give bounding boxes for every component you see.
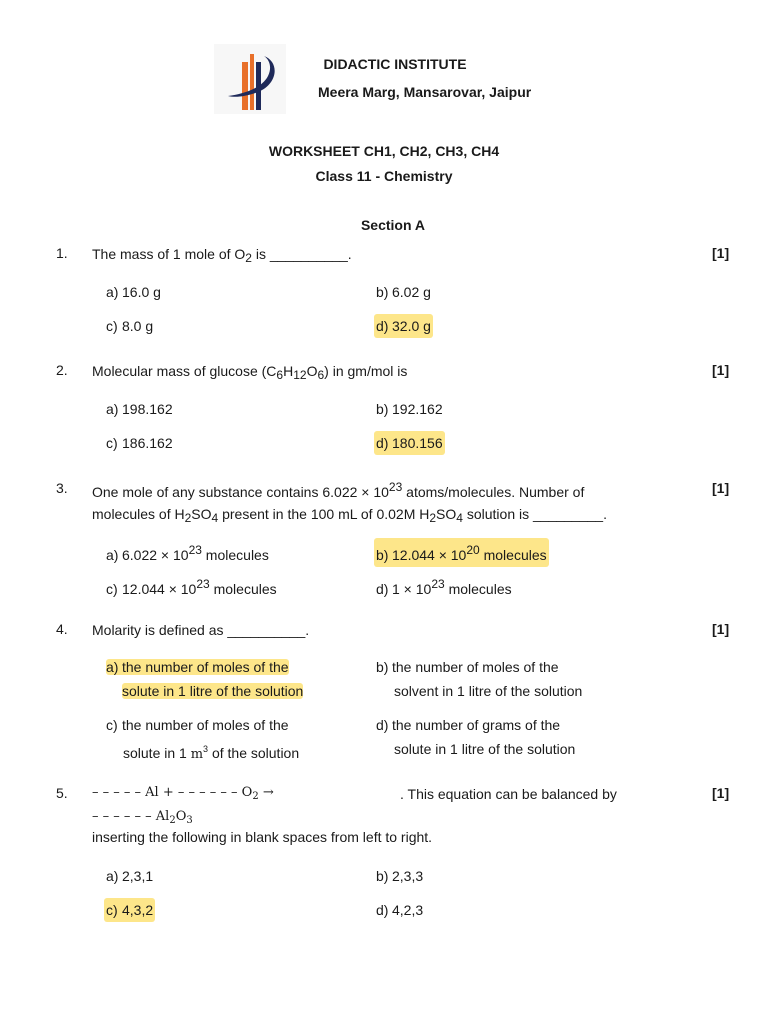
question-text: Molarity is defined as __________.	[92, 622, 310, 638]
question-text: . This equation can be balanced by	[400, 786, 617, 802]
institute-logo	[214, 44, 286, 114]
institute-name: DIDACTIC INSTITUTE	[323, 56, 467, 72]
option-a-correct[interactable]: a) the number of moles of the solute in 1 litre of the solution	[106, 659, 304, 699]
option-d[interactable]: d) 4,2,3	[376, 902, 424, 918]
class-title: Class 11 - Chemistry	[315, 168, 453, 184]
option-d[interactable]: d) the number of grams of the solute in 1 litre of the solution	[376, 717, 576, 757]
option-c[interactable]: c) 186.162	[106, 435, 173, 451]
option-b[interactable]: b) the number of moles of the solvent in 1 litre of the solution	[376, 659, 583, 699]
option-b-correct[interactable]: b) 12.044 × 1020 molecules	[374, 538, 549, 567]
section-title: Section A	[360, 217, 426, 233]
option-d[interactable]: d) 1 × 1023 molecules	[376, 577, 512, 597]
option-a[interactable]: a) 6.022 × 1023 molecules	[106, 543, 269, 563]
question-marks: [1]	[712, 362, 730, 378]
question-text: One mole of any substance contains 6.022 × 1023 atoms/molecules. Number of molecules of H2SO4 present in the 100 mL of 0.02M H2SO4 solution is _________.	[92, 480, 607, 525]
option-c[interactable]: c) the number of moles of the solute in 1 $m^3$ of the solution	[106, 717, 300, 762]
question-marks: [1]	[712, 785, 730, 801]
option-d-correct[interactable]: d) 32.0 g	[374, 314, 433, 338]
question-number: 4.	[56, 621, 68, 637]
option-a[interactable]: a) 16.0 g	[106, 284, 161, 300]
question-number: 1.	[56, 245, 68, 261]
question-marks: [1]	[712, 621, 730, 637]
question-text-continued: inserting the following in blank spaces from left to right.	[92, 829, 433, 845]
chemical-equation: – – – – – Al + – – – – – – $O_2$ → – – – – – – $Al_2O_3$	[92, 785, 274, 826]
question-number: 2.	[56, 362, 68, 378]
question-number: 3.	[56, 480, 68, 496]
question-number: 5.	[56, 785, 68, 801]
institute-address: Meera Marg, Mansarovar, Jaipur	[318, 84, 532, 100]
option-b[interactable]: b) 192.162	[376, 401, 443, 417]
option-a[interactable]: a) 2,3,1	[106, 868, 154, 884]
option-c-correct[interactable]: c) 4,3,2	[104, 898, 155, 922]
question-text: The mass of 1 mole of O2 is __________.	[92, 246, 352, 265]
option-b[interactable]: b) 2,3,3	[376, 868, 424, 884]
question-marks: [1]	[712, 480, 730, 496]
option-b[interactable]: b) 6.02 g	[376, 284, 431, 300]
option-c[interactable]: c) 8.0 g	[106, 318, 154, 334]
option-c[interactable]: c) 12.044 × 1023 molecules	[106, 577, 277, 597]
question-text: Molecular mass of glucose (C6H12O6) in gm/mol is	[92, 363, 408, 382]
option-a[interactable]: a) 198.162	[106, 401, 173, 417]
question-marks: [1]	[712, 245, 730, 261]
worksheet-title: WORKSHEET CH1, CH2, CH3, CH4	[268, 143, 500, 159]
option-d-correct[interactable]: d) 180.156	[374, 431, 445, 455]
